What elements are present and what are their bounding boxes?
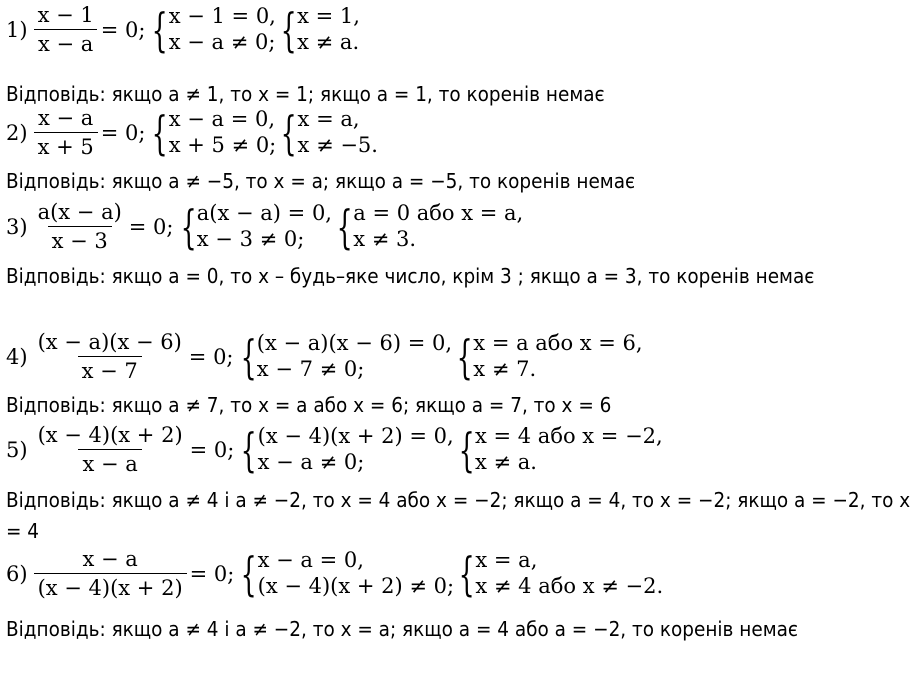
numerator: x − 1: [37, 3, 94, 27]
system-line: x ≠ 7.: [473, 356, 537, 381]
system-2: [456, 546, 664, 601]
problem-1-answer: Відповідь: якщо a ≠ 1, то x = 1; якщо a = 1, то коренів немає: [6, 82, 605, 106]
brace-icon: {: [152, 2, 169, 57]
system-line: x = 4 або x = −2,: [474, 424, 663, 449]
fraction: [34, 107, 98, 158]
denominator: x − a: [78, 449, 141, 475]
system-2: [456, 422, 663, 477]
equals-zero: = 0;: [189, 561, 235, 586]
system-line: x ≠ 3.: [353, 226, 417, 251]
system-line: x = a,: [297, 107, 360, 132]
system-line: (x − a)(x − 6) = 0,: [256, 331, 453, 356]
brace-icon: {: [336, 199, 353, 254]
brace-icon: {: [240, 329, 257, 384]
brace-icon: {: [458, 546, 475, 601]
numerator: (x − a)(x − 6): [37, 330, 182, 354]
system-line: (x − 4)(x + 2) ≠ 0;: [257, 573, 455, 598]
system-2: [334, 199, 524, 254]
equals-zero: = 0;: [100, 17, 146, 42]
system-line: a(x − a) = 0,: [196, 201, 332, 226]
system-line: x − a ≠ 0;: [168, 29, 276, 54]
fraction: [34, 548, 187, 599]
system-line: x − 1 = 0,: [168, 4, 276, 29]
system-line: x ≠ a.: [297, 29, 360, 54]
brace-icon: {: [180, 199, 197, 254]
system-line: x = a або x = 6,: [473, 331, 643, 356]
denominator: x − 3: [48, 226, 112, 252]
problem-number: 1): [6, 17, 28, 42]
system-1: [238, 546, 455, 601]
problem-5-equation: [6, 424, 665, 475]
problem-number: 5): [6, 437, 28, 462]
problem-5-answer: Відповідь: якщо a ≠ 4 і a ≠ −2, то x = 4 або x = −2; якщо a = 4, то x = −2; якщо a = −2, то x = 4: [6, 488, 911, 543]
system-2: [278, 2, 360, 57]
brace-icon: {: [280, 105, 297, 160]
system-line: x = a,: [475, 548, 538, 573]
problem-3-equation: [6, 201, 525, 252]
problem-1-equation: [6, 4, 362, 55]
equals-zero: = 0;: [188, 344, 234, 369]
problem-2-equation: [6, 107, 380, 158]
problem-number: 3): [6, 214, 28, 239]
problem-4-answer: Відповідь: якщо a ≠ 7, то x = a або x = 6; якщо a = 7, то x = 6: [6, 393, 612, 417]
system-line: x = 1,: [297, 4, 360, 29]
system-line: x − a = 0,: [257, 548, 364, 573]
fraction: [34, 4, 98, 55]
problem-6-answer: Відповідь: якщо a ≠ 4 і a ≠ −2, то x = a; якщо a = 4 або a = −2, то коренів немає: [6, 617, 799, 641]
problem-2-answer: Відповідь: якщо a ≠ −5, то x = a; якщо a = −5, то коренів немає: [6, 169, 636, 193]
problem-3-answer: Відповідь: якщо a = 0, то x – будь–яке число, крім 3 ; якщо a = 3, то коренів немає: [6, 264, 815, 288]
system-line: x ≠ 4 або x ≠ −2.: [475, 573, 664, 598]
fraction: [34, 201, 126, 252]
fraction: [34, 331, 186, 382]
system-1: [178, 199, 332, 254]
system-1: [238, 329, 453, 384]
system-line: x ≠ a.: [474, 449, 537, 474]
system-line: (x − 4)(x + 2) = 0,: [257, 424, 454, 449]
problem-4-equation: [6, 331, 645, 382]
numerator: x − a: [37, 106, 94, 130]
system-line: a = 0 або x = a,: [353, 201, 524, 226]
system-line: x ≠ −5.: [297, 132, 378, 157]
brace-icon: {: [240, 546, 258, 601]
brace-icon: {: [456, 329, 473, 384]
brace-icon: {: [240, 422, 258, 477]
system-line: x − a ≠ 0;: [257, 449, 365, 474]
numerator: (x − 4)(x + 2): [37, 423, 183, 447]
problem-6-equation: [6, 548, 665, 599]
system-line: x − a = 0,: [168, 107, 276, 132]
numerator: a(x − a): [37, 200, 122, 224]
system-line: x + 5 ≠ 0;: [168, 132, 277, 157]
system-1: [149, 2, 276, 57]
denominator: (x − 4)(x + 2): [34, 573, 187, 599]
equals-zero: = 0;: [128, 214, 174, 239]
fraction: [34, 424, 187, 475]
system-1: [238, 422, 454, 477]
numerator: x − a: [82, 547, 138, 571]
problem-number: 6): [6, 561, 28, 586]
denominator: x − 7: [78, 356, 142, 382]
problem-number: 2): [6, 120, 28, 145]
system-2: [278, 105, 378, 160]
brace-icon: {: [152, 105, 169, 160]
denominator: x − a: [34, 29, 97, 55]
brace-icon: {: [458, 422, 475, 477]
system-1: [149, 105, 277, 160]
brace-icon: {: [280, 2, 297, 57]
problem-number: 4): [6, 344, 28, 369]
system-line: x − 7 ≠ 0;: [256, 356, 365, 381]
system-2: [454, 329, 643, 384]
system-line: x − 3 ≠ 0;: [196, 226, 305, 251]
denominator: x + 5: [34, 132, 98, 158]
equals-zero: = 0;: [189, 437, 235, 462]
equals-zero: = 0;: [100, 120, 146, 145]
